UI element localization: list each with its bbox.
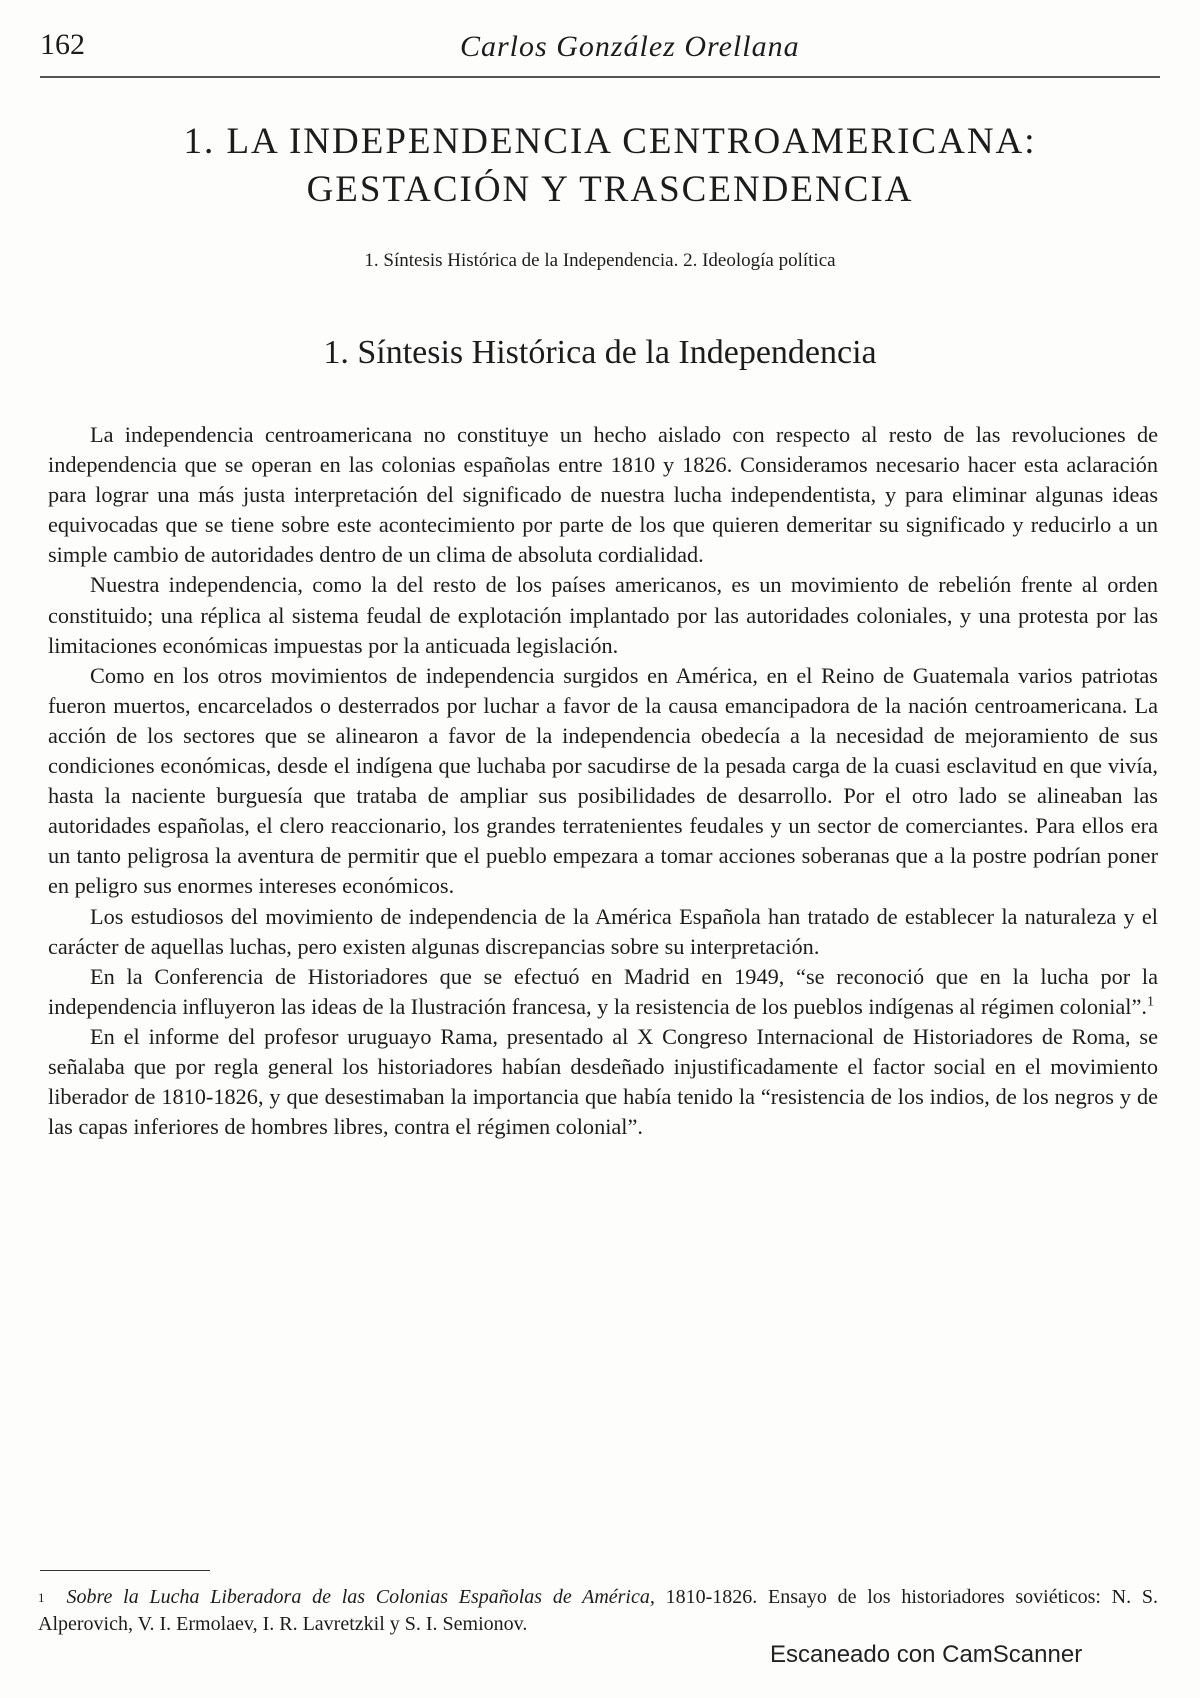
footnote-rule bbox=[40, 1570, 210, 1571]
page-number: 162 bbox=[40, 28, 85, 61]
paragraph: En la Conferencia de Historiadores que se efectuó en Madrid en 1949, “se reconoció que en la lucha por la independencia influyeron las ideas de la Ilustración francesa, y la resistencia de los pueblos indígenas al régimen colonial”.$^1$ bbox=[48, 963, 1158, 1019]
body-text bbox=[48, 420, 1158, 1142]
footnote-reference[interactable]: 1 bbox=[1146, 994, 1154, 1010]
scanner-watermark: Escaneado con CamScanner bbox=[770, 1641, 1083, 1668]
header-rule bbox=[40, 76, 1160, 78]
running-header bbox=[40, 28, 1160, 72]
chapter-title-line-1: 1. LA INDEPENDENCIA CENTROAMERICANA: bbox=[183, 121, 1037, 162]
paragraph: Los estudiosos del movimiento de independencia de la América Española han tratado de establecer la naturaleza y el carácter de aquellas luchas, pero existen algunas discrepancias sobre su interpretación. bbox=[48, 903, 1158, 959]
footnote-title: Sobre la Lucha Liberadora de las Colonias Españolas de América, bbox=[66, 1586, 655, 1608]
footnote bbox=[38, 1584, 1158, 1638]
chapter-contents-line: 1. Síntesis Histórica de la Independencia. 2. Ideología política bbox=[364, 250, 836, 271]
paragraph: Como en los otros movimientos de independencia surgidos en América, en el Reino de Guatemala varios patriotas fueron muertos, encarcelados o desterrados por luchar a favor de la causa emancipadora de la nación centroamericana. La acción de los sectores que se alinearon a favor de la independencia obedecía a la necesidad de mejoramiento de sus condiciones económicas, desde el indígena que luchaba por sacudirse de la pesada carga de la cuasi esclavitud en que vivía, hasta la naciente burguesía que trataba de ampliar sus posibilidades de desarrollo. Por el otro lado se alineaban las autoridades españolas, el clero reaccionario, los grandes terratenientes feudales y un sector de comerciantes. Para ellos era un tanto peligrosa la aventura de permitir que el pueblo empezara a tomar acciones soberanas que a la postre podrían poner en peligro sus enormes intereses económicos. bbox=[48, 662, 1158, 899]
paragraph: La independencia centroamericana no constituye un hecho aislado con respecto al resto de las revoluciones de independencia que se operan en las colonias españolas entre 1810 y 1826. Consideramos necesario hacer esta aclaración para lograr una más justa interpretación del significado de nuestra lucha independentista, y para eliminar algunas ideas equivocadas que se tiene sobre este acontecimiento por parte de los que quieren demeritar su significado y reducirlo a un simple cambio de autoridades dentro de un clima de absoluta cordialidad. bbox=[48, 422, 1158, 568]
running-author: Carlos González Orellana bbox=[460, 30, 800, 63]
chapter-title bbox=[120, 118, 1100, 214]
chapter-title-line-2: GESTACIÓN Y TRASCENDENCIA bbox=[306, 169, 914, 210]
paragraph: En el informe del profesor uruguayo Rama, presentado al X Congreso Internacional de Historiadores de Roma, se señalaba que por regla general los historiadores habían desdeñado injustificadamente el factor social en el movimiento liberador de 1810-1826, y que desestimaban la importancia que había tenido la “resistencia de los indios, de los negros y de las capas inferiores de hombres libres, contra el régimen colonial”. bbox=[48, 1023, 1158, 1140]
footnote-text: 1810-1826. Ensayo de los historiadores soviéticos: N. S. Alperovich, V. I. Ermolaev, I. R. Lavretzkil y S. I. Semionov. bbox=[38, 1586, 1158, 1635]
paragraph: Nuestra independencia, como la del resto de los países americanos, es un movimiento de rebelión frente al orden constituido; una réplica al sistema feudal de explotación implantado por las autoridades coloniales, y una protesta por las limitaciones económicas impuestas por la anticuada legislación. bbox=[48, 572, 1158, 658]
section-heading: 1. Síntesis Histórica de la Independencia bbox=[323, 334, 877, 371]
footnote-number: 1 bbox=[38, 1590, 45, 1605]
